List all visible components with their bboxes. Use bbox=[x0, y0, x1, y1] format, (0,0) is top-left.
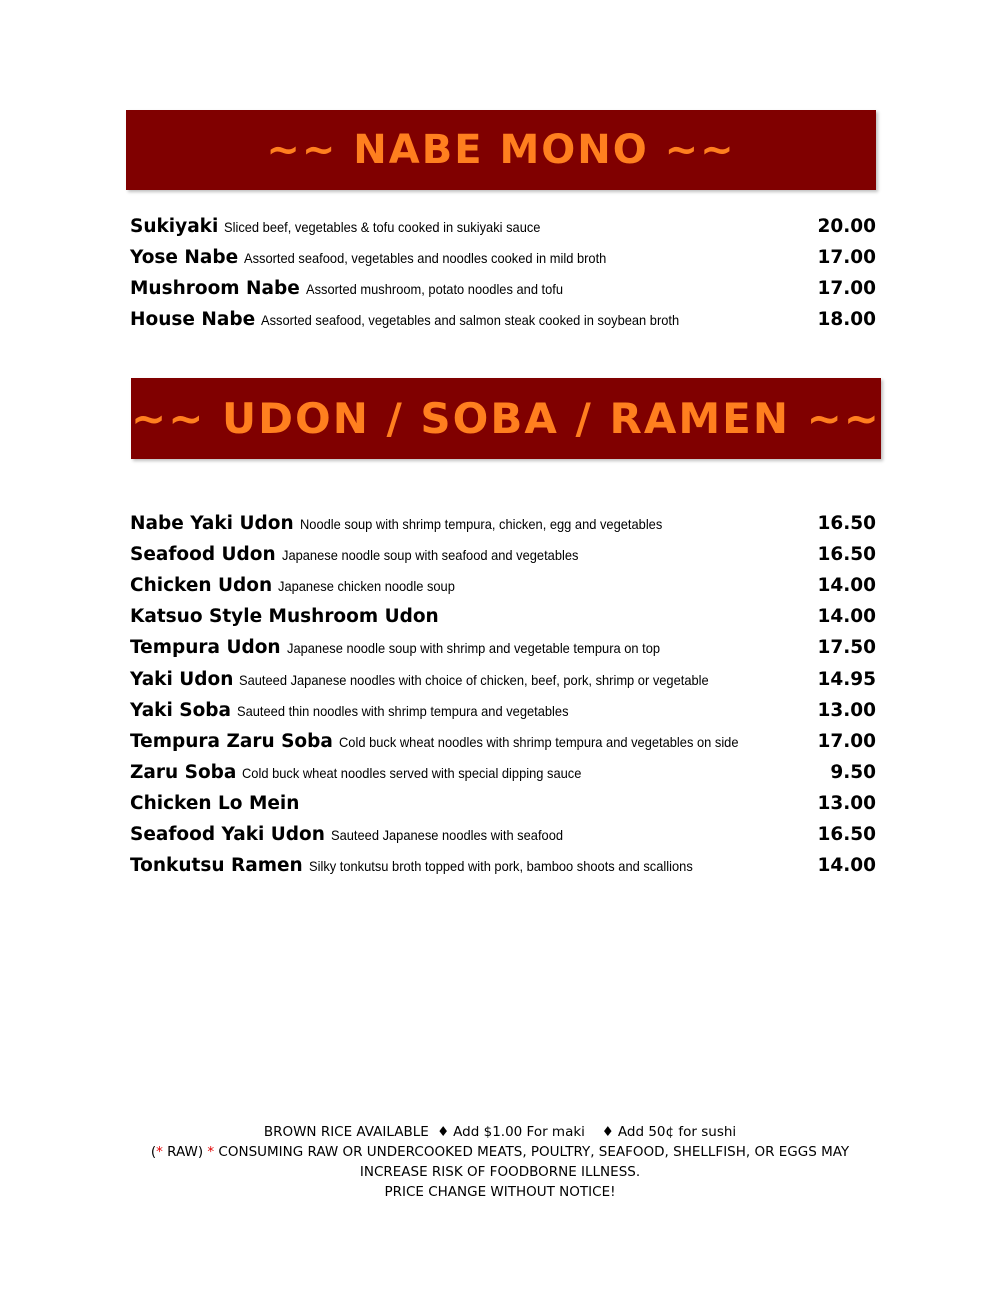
menu-item-price: 14.00 bbox=[817, 606, 876, 628]
menu-item-price: 16.50 bbox=[817, 544, 876, 566]
menu-item-text bbox=[130, 606, 439, 627]
diamond-icon: ♦ bbox=[437, 1124, 450, 1140]
menu-item-description: Sauteed thin noodles with shrimp tempura and vegetables bbox=[237, 702, 569, 719]
menu-item-price: 18.00 bbox=[817, 309, 876, 331]
menu-item bbox=[130, 273, 876, 304]
footer-line-notice: PRICE CHANGE WITHOUT NOTICE! bbox=[384, 1184, 616, 1200]
menu-item-name: Katsuo Style Mushroom Udon bbox=[130, 606, 439, 628]
menu-item bbox=[130, 508, 876, 539]
menu-item-description: Japanese noodle soup with seafood and vegetables bbox=[281, 547, 579, 564]
footer-line-warning bbox=[100, 1142, 900, 1162]
menu-item-name: Tonkutsu Ramen bbox=[130, 855, 303, 877]
menu-item-description: Cold buck wheat noodles served with special dipping sauce bbox=[242, 764, 582, 781]
menu-item-text bbox=[130, 669, 750, 690]
menu-item bbox=[130, 242, 876, 273]
menu-item-name: Zaru Soba bbox=[130, 761, 237, 783]
menu-item-text bbox=[130, 544, 604, 565]
menu-item-price: 9.50 bbox=[830, 761, 876, 783]
menu-item bbox=[130, 757, 876, 788]
menu-item-price: 14.00 bbox=[817, 855, 876, 877]
menu-item-description: Japanese chicken noodle soup bbox=[278, 578, 456, 595]
menu-item-price: 16.50 bbox=[817, 513, 876, 535]
menu-item-name: Sukiyaki bbox=[130, 216, 219, 238]
menu-item-text bbox=[130, 216, 568, 237]
menu-item-name: Tempura Udon bbox=[130, 637, 281, 659]
menu-item bbox=[130, 695, 876, 726]
menu-item-name: Seafood Udon bbox=[130, 544, 276, 566]
nabe-mono-list bbox=[130, 211, 876, 335]
menu-item-description: Silky tonkutsu broth topped with pork, bamboo shoots and scallions bbox=[308, 858, 693, 875]
menu-item bbox=[130, 570, 876, 601]
maki-text: Add $1.00 For maki bbox=[453, 1124, 585, 1140]
menu-item bbox=[130, 304, 876, 335]
menu-item-name: Nabe Yaki Udon bbox=[130, 513, 294, 535]
udon-soba-ramen-list bbox=[130, 508, 876, 881]
menu-item-price: 17.00 bbox=[817, 278, 876, 300]
menu-item-price: 17.00 bbox=[817, 247, 876, 269]
asterisk-icon: * bbox=[156, 1144, 163, 1160]
menu-item-text bbox=[130, 575, 470, 596]
menu-item bbox=[130, 726, 876, 757]
menu-item-name: Chicken Lo Mein bbox=[130, 792, 300, 814]
section-banner-nabe-mono bbox=[126, 110, 876, 190]
menu-item-text bbox=[130, 247, 638, 268]
menu-item bbox=[130, 539, 876, 570]
menu-item bbox=[130, 819, 876, 850]
menu-item bbox=[130, 601, 876, 632]
menu-item-description: Sauteed Japanese noodles with choice of chicken, beef, pork, shrimp or vegetable bbox=[239, 671, 710, 688]
menu-item-name: Chicken Udon bbox=[130, 575, 273, 597]
menu-item-name: Yaki Soba bbox=[130, 699, 232, 721]
menu-item-price: 13.00 bbox=[817, 699, 876, 721]
section-title: ~~ UDON / SOBA / RAMEN ~~ bbox=[131, 394, 881, 443]
menu-item-text bbox=[130, 793, 299, 814]
footer-line-rice bbox=[100, 1122, 900, 1142]
asterisk-icon: * bbox=[207, 1144, 215, 1160]
menu-item-text bbox=[130, 762, 611, 783]
menu-item-description: Assorted seafood, vegetables and salmon steak cooked in soybean broth bbox=[261, 312, 680, 329]
menu-item-price: 17.50 bbox=[817, 637, 876, 659]
footer-notes bbox=[100, 1122, 900, 1202]
menu-item-description: Sauteed Japanese noodles with seafood bbox=[330, 826, 563, 843]
menu-item bbox=[130, 632, 876, 663]
menu-item bbox=[130, 211, 876, 242]
raw-label: RAW) bbox=[162, 1144, 208, 1160]
warning-text: CONSUMING RAW OR UNDERCOOKED MEATS, POULTRY, SEAFOOD, SHELLFISH, OR EGGS MAY bbox=[214, 1144, 850, 1160]
section-title: ~~ NABE MONO ~~ bbox=[266, 127, 736, 173]
section-banner-udon-soba-ramen bbox=[131, 378, 881, 459]
menu-item-name: Tempura Zaru Soba bbox=[130, 730, 333, 752]
menu-item-text bbox=[130, 824, 583, 845]
menu-item-description: Assorted mushroom, potato noodles and tofu bbox=[305, 281, 563, 298]
menu-item-text bbox=[130, 637, 692, 658]
menu-item-price: 20.00 bbox=[817, 216, 876, 238]
brown-rice-text: BROWN RICE AVAILABLE bbox=[263, 1124, 429, 1140]
menu-item-name: Yaki Udon bbox=[130, 668, 234, 690]
raw-paren: ( bbox=[150, 1144, 157, 1160]
menu-item-price: 13.00 bbox=[817, 792, 876, 814]
menu-item-description: Japanese noodle soup with shrimp and vegetable tempura on top bbox=[286, 640, 660, 657]
sushi-text: Add 50¢ for sushi bbox=[617, 1124, 737, 1140]
menu-item-description: Sliced beef, vegetables & tofu cooked in sukiyaki sauce bbox=[224, 219, 541, 236]
menu-item-description: Cold buck wheat noodles with shrimp tempura and vegetables on side bbox=[338, 733, 739, 750]
diamond-icon: ♦ bbox=[601, 1124, 614, 1140]
menu-item-price: 17.00 bbox=[817, 730, 876, 752]
menu-item-name: House Nabe bbox=[130, 309, 256, 331]
menu-item-text bbox=[130, 513, 693, 534]
menu-item-description: Assorted seafood, vegetables and noodles cooked in mild broth bbox=[244, 250, 607, 267]
menu-item-price: 14.95 bbox=[817, 668, 876, 690]
menu-item-text bbox=[130, 309, 716, 330]
menu-item bbox=[130, 663, 876, 694]
menu-item-text bbox=[130, 278, 585, 299]
menu-item-text bbox=[130, 731, 773, 752]
menu-item-text bbox=[130, 855, 726, 876]
menu-item-price: 14.00 bbox=[817, 575, 876, 597]
menu-item-name: Seafood Yaki Udon bbox=[130, 823, 325, 845]
menu-item-description: Noodle soup with shrimp tempura, chicken, egg and vegetables bbox=[299, 516, 662, 533]
menu-item bbox=[130, 788, 876, 819]
menu-item-name: Yose Nabe bbox=[130, 247, 239, 269]
menu-item-price: 16.50 bbox=[817, 823, 876, 845]
menu-item-name: Mushroom Nabe bbox=[130, 278, 300, 300]
menu-item bbox=[130, 850, 876, 881]
menu-item-text bbox=[130, 700, 597, 721]
footer-line-warning-cont: INCREASE RISK OF FOODBORNE ILLNESS. bbox=[359, 1164, 641, 1180]
